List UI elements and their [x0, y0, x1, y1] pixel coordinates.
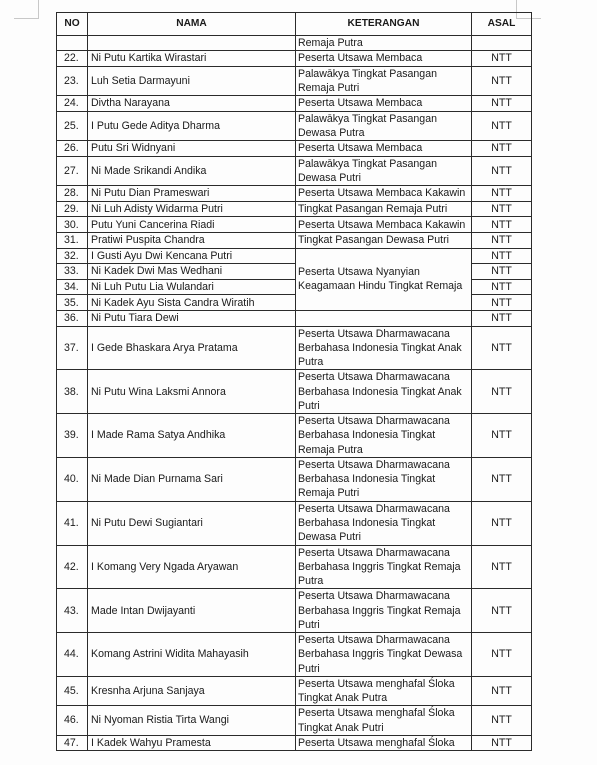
keterangan-line: Peserta Utsawa Dharmawacana: [298, 590, 450, 603]
cell-keterangan: [296, 326, 472, 370]
table-row: [57, 141, 532, 157]
keterangan-line: Tingkat Pasangan Remaja Putri: [298, 202, 448, 215]
cell-keterangan: [296, 232, 472, 248]
cell-no: 45.: [57, 676, 88, 705]
header-keterangan: KETERANGAN: [296, 13, 472, 36]
cell-no: 23.: [57, 66, 88, 95]
table-row: [57, 248, 532, 264]
cell-asal: [472, 36, 532, 51]
keterangan-line: Palawākya Tingkat Pasangan: [298, 112, 437, 125]
table-row: [57, 51, 532, 67]
cell-no: 31.: [57, 232, 88, 248]
cell-keterangan: [296, 96, 472, 112]
keterangan-line: Berbahasa Indonesia Tingkat Anak: [298, 341, 462, 354]
cell-no: 33.: [57, 264, 88, 280]
keterangan-line: Putra: [298, 356, 324, 369]
cell-asal: NTT: [472, 633, 532, 677]
table-row: [57, 676, 532, 705]
table-row: [57, 589, 532, 633]
table-row: [57, 706, 532, 735]
table-row: [57, 370, 532, 414]
cell-nama: Ni Luh Adisty Widarma Putri: [88, 201, 296, 217]
cell-keterangan: [296, 545, 472, 589]
cell-asal: NTT: [472, 310, 532, 326]
cell-asal: NTT: [472, 501, 532, 545]
cell-asal: NTT: [472, 295, 532, 311]
keterangan-line: Tingkat Pasangan Dewasa Putri: [298, 234, 449, 247]
page-corner-mark: [14, 0, 39, 19]
cell-nama: I Made Rama Satya Andhika: [88, 414, 296, 458]
header-asal: ASAL: [472, 13, 532, 36]
cell-asal: NTT: [472, 457, 532, 501]
header-no: NO: [57, 13, 88, 36]
cell-asal: NTT: [472, 589, 532, 633]
cell-asal: NTT: [472, 156, 532, 185]
cell-no: 34.: [57, 279, 88, 295]
cell-nama: I Gusti Ayu Dwi Kencana Putri: [88, 248, 296, 264]
cell-keterangan: [296, 217, 472, 233]
cell-asal: NTT: [472, 248, 532, 264]
cell-nama: Luh Setia Darmayuni: [88, 66, 296, 95]
cell-nama: Ni Luh Putu Lia Wulandari: [88, 279, 296, 295]
table-row: [57, 501, 532, 545]
cell-asal: NTT: [472, 217, 532, 233]
table-row: [57, 217, 532, 233]
cell-asal: NTT: [472, 735, 532, 751]
keterangan-line: Peserta Utsawa Dharmawacana: [298, 415, 450, 428]
cell-no: 27.: [57, 156, 88, 185]
table-row: [57, 232, 532, 248]
cell-no: 35.: [57, 295, 88, 311]
cell-keterangan: [296, 186, 472, 202]
cell-keterangan: [296, 735, 472, 751]
cell-no: 28.: [57, 186, 88, 202]
cell-asal: NTT: [472, 186, 532, 202]
cell-asal: NTT: [472, 51, 532, 67]
cell-nama: Ni Putu Kartika Wirastari: [88, 51, 296, 67]
keterangan-line: Remaja Putra: [298, 443, 363, 456]
cell-asal: NTT: [472, 201, 532, 217]
keterangan-line: Berbahasa Inggris Tingkat Remaja: [298, 560, 461, 573]
cell-no: 30.: [57, 217, 88, 233]
cell-no: 38.: [57, 370, 88, 414]
cell-no: [57, 36, 88, 51]
keterangan-line: Peserta Utsawa Membaca Kakawin: [298, 187, 466, 200]
table-row: [57, 201, 532, 217]
table-row: [57, 310, 532, 326]
table-body: [57, 36, 532, 751]
keterangan-line: Peserta Utsawa Membaca: [298, 97, 423, 110]
keterangan-line: Peserta Utsawa Dharmawacana: [298, 634, 450, 647]
cell-keterangan: [296, 310, 472, 326]
keterangan-line: Peserta Utsawa Membaca Kakawin: [298, 218, 466, 231]
cell-asal: NTT: [472, 370, 532, 414]
cell-nama: Putu Yuni Cancerina Riadi: [88, 217, 296, 233]
keterangan-line: Berbahasa Indonesia Tingkat: [298, 473, 436, 486]
keterangan-line: Putri: [298, 662, 320, 675]
keterangan-line: Tingkat Anak Putri: [298, 721, 384, 734]
cell-keterangan: [296, 201, 472, 217]
continuation-row: [57, 36, 532, 51]
keterangan-line: Putri: [298, 618, 320, 631]
cell-no: 37.: [57, 326, 88, 370]
cell-nama: Ni Putu Dian Prameswari: [88, 186, 296, 202]
cell-nama: Ni Putu Dewi Sugiantari: [88, 501, 296, 545]
keterangan-line: Dewasa Putri: [298, 172, 361, 184]
cell-asal: NTT: [472, 676, 532, 705]
keterangan-line: Peserta Utsawa menghafal Śloka: [298, 707, 455, 720]
keterangan-line: Berbahasa Inggris Tingkat Remaja: [298, 604, 461, 617]
keterangan-line: Remaja Putri: [298, 487, 360, 500]
cell-keterangan: [296, 141, 472, 157]
cell-keterangan: [296, 370, 472, 414]
cell-asal: NTT: [472, 326, 532, 370]
keterangan-line: Remaja Putri: [298, 82, 360, 94]
keterangan-line: Dewasa Putri: [298, 531, 361, 544]
cell-keterangan: [296, 414, 472, 458]
cell-nama: Ni Kadek Dwi Mas Wedhani: [88, 264, 296, 280]
cell-nama: I Putu Gede Aditya Dharma: [88, 111, 296, 140]
cell-nama: [88, 36, 296, 51]
cell-nama: Ni Kadek Ayu Sista Candra Wiratih: [88, 295, 296, 311]
keterangan-line: Berbahasa Indonesia Tingkat: [298, 429, 436, 442]
cell-asal: NTT: [472, 545, 532, 589]
cell-nama: Ni Nyoman Ristia Tirta Wangi: [88, 706, 296, 735]
keterangan-line: Berbahasa Indonesia Tingkat: [298, 517, 436, 530]
table-row: [57, 633, 532, 677]
cell-nama: Ni Made Dian Purnama Sari: [88, 457, 296, 501]
cell-nama: Putu Sri Widnyani: [88, 141, 296, 157]
keterangan-line: Peserta Utsawa Dharmawacana: [298, 459, 450, 472]
keterangan-line: Peserta Utsawa Membaca: [298, 52, 423, 65]
table-row: [57, 457, 532, 501]
cell-nama: Komang Astrini Widita Mahayasih: [88, 633, 296, 677]
keterangan-line: Peserta Utsawa menghafal Śloka: [298, 736, 455, 749]
table-row: [57, 66, 532, 95]
keterangan-line: Palawākya Tingkat Pasangan: [298, 67, 437, 80]
cell-nama: Pratiwi Puspita Chandra: [88, 232, 296, 248]
keterangan-line: Putri: [298, 399, 320, 412]
table-row: [57, 326, 532, 370]
keterangan-line: Tingkat Anak Putra: [298, 692, 388, 705]
cell-no: 29.: [57, 201, 88, 217]
cell-no: 47.: [57, 735, 88, 751]
cell-nama: Ni Putu Wina Laksmi Annora: [88, 370, 296, 414]
table-row: [57, 735, 532, 751]
cell-asal: NTT: [472, 111, 532, 140]
cell-asal: NTT: [472, 414, 532, 458]
keterangan-line: Dewasa Putra: [298, 127, 365, 139]
table-row: [57, 156, 532, 185]
cell-nama: Made Intan Dwijayanti: [88, 589, 296, 633]
keterangan-line: Peserta Utsawa Dharmawacana: [298, 502, 450, 515]
cell-asal: NTT: [472, 264, 532, 280]
cell-nama: Ni Made Srikandi Andika: [88, 156, 296, 185]
cell-no: 24.: [57, 96, 88, 112]
participant-table: [56, 12, 532, 751]
keterangan-line: Peserta Utsawa Dharmawacana: [298, 546, 450, 559]
cell-asal: NTT: [472, 141, 532, 157]
cell-no: 22.: [57, 51, 88, 67]
cell-asal: NTT: [472, 66, 532, 95]
keterangan-line: Peserta Utsawa Dharmawacana: [298, 371, 450, 384]
table-row: [57, 186, 532, 202]
header-nama: NAMA: [88, 13, 296, 36]
cell-keterangan: [296, 589, 472, 633]
cell-nama: I Gede Bhaskara Arya Pratama: [88, 326, 296, 370]
cell-keterangan: [296, 501, 472, 545]
cell-nama: Ni Putu Tiara Dewi: [88, 310, 296, 326]
keterangan-line: Peserta Utsawa Dharmawacana: [298, 327, 450, 340]
cell-no: 42.: [57, 545, 88, 589]
cell-no: 46.: [57, 706, 88, 735]
table-row: [57, 414, 532, 458]
cell-keterangan: [296, 111, 472, 140]
cell-keterangan: Remaja Putra: [296, 36, 472, 51]
cell-no: 41.: [57, 501, 88, 545]
cell-no: 40.: [57, 457, 88, 501]
keterangan-line: Peserta Utsawa menghafal Śloka: [298, 677, 455, 690]
cell-keterangan: [296, 156, 472, 185]
cell-keterangan: [296, 676, 472, 705]
cell-asal: NTT: [472, 232, 532, 248]
cell-asal: NTT: [472, 279, 532, 295]
table-header-row: [57, 13, 532, 36]
cell-no: 44.: [57, 633, 88, 677]
table-row: [57, 111, 532, 140]
cell-no: 32.: [57, 248, 88, 264]
cell-nama: Kresnha Arjuna Sanjaya: [88, 676, 296, 705]
keterangan-line: Berbahasa Indonesia Tingkat Anak: [298, 385, 462, 398]
cell-no: 25.: [57, 111, 88, 140]
cell-keterangan: [296, 66, 472, 95]
keterangan-line: Palawākya Tingkat Pasangan: [298, 157, 437, 170]
cell-keterangan: [296, 51, 472, 67]
keterangan-line: Peserta Utsawa Nyanyian: [298, 266, 420, 279]
keterangan-line: Putra: [298, 575, 324, 588]
cell-keterangan: [296, 248, 472, 310]
cell-nama: I Komang Very Ngada Aryawan: [88, 545, 296, 589]
cell-asal: NTT: [472, 96, 532, 112]
cell-no: 26.: [57, 141, 88, 157]
cell-nama: Divtha Narayana: [88, 96, 296, 112]
cell-nama: I Kadek Wahyu Pramesta: [88, 735, 296, 751]
cell-no: 43.: [57, 589, 88, 633]
cell-no: 36.: [57, 310, 88, 326]
cell-keterangan: [296, 457, 472, 501]
keterangan-line: Keagamaan Hindu Tingkat Remaja: [298, 280, 463, 293]
cell-asal: NTT: [472, 706, 532, 735]
cell-keterangan: [296, 633, 472, 677]
cell-keterangan: [296, 706, 472, 735]
table-row: [57, 96, 532, 112]
keterangan-line: Peserta Utsawa Membaca: [298, 142, 423, 155]
keterangan-line: Berbahasa Inggris Tingkat Dewasa: [298, 648, 463, 661]
table-row: [57, 545, 532, 589]
cell-no: 39.: [57, 414, 88, 458]
